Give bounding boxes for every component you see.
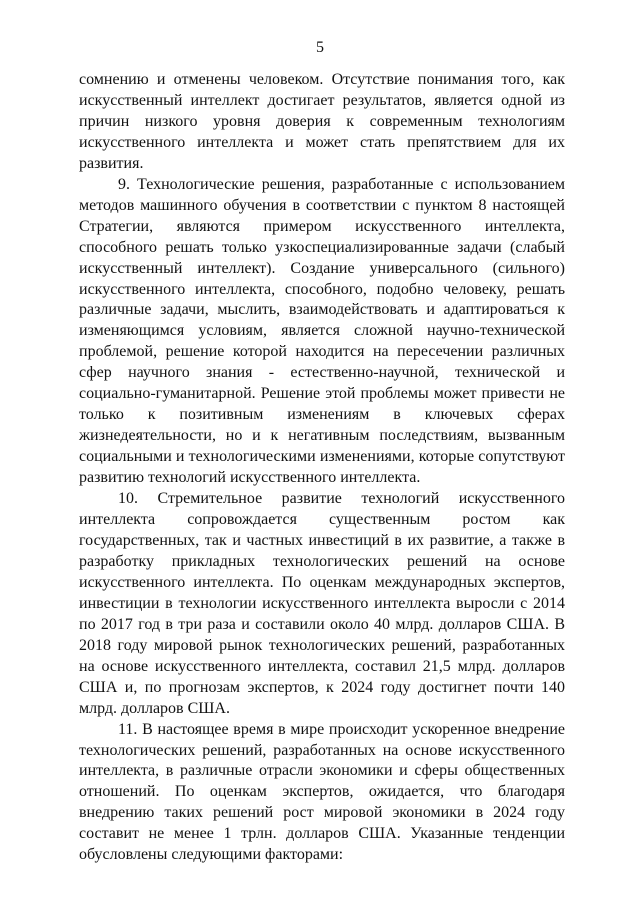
page-number: 5	[316, 39, 324, 56]
paragraph-item-9: 9. Технологические решения, разработанные с использованием методов машинного обучения в соответствии с пунктом 8 настоящей Стратегии, являются примером искусственного интеллекта, способного решать только узкоспециализированные задачи (слабый искусственный интеллект). Создание универсального (сильного) искусственного интеллекта, способного, подобно человеку, решать различные задачи, мыслить, взаимодействовать и адаптироваться к изменяющимся условиям, является сложной научно-технической проблемой, решение которой находится на пересечении различных сфер научного знания - естественно-научной, технической и социально-гуманитарной. Решение этой проблемы может привести не только к позитивным изменениям в ключевых сферах жизнедеятельности, но и к негативным последствиям, вызванным социальными и технологическими изменениями, которые сопутствуют развитию технологий искусственного интеллекта.	[79, 175, 565, 487]
paragraph-item-11: 11. В настоящее время в мире происходит ускоренное внедрение технологических решений, разработанных на основе искусственного интеллекта, в различные отрасли экономики и сферы общественных отношений. По оценкам экспертов, ожидается, что благодаря внедрению таких решений рост мировой экономики в 2024 году составит не менее 1 трлн. долларов США. Указанные тенденции обусловлены следующими факторами:	[79, 720, 565, 864]
paragraph-item-10: 10. Стремительное развитие технологий искусственного интеллекта сопровождается существенным ростом как государственных, так и частных инвестиций в их развитие, а также в разработку прикладных технологических решений на основе искусственного интеллекта. По оценкам международных экспертов, инвестиции в технологии искусственного интеллекта выросли с 2014 по 2017 год в три раза и составили около 40 млрд. долларов США. В 2018 году мировой рынок технологических решений, разработанных на основе искусственного интеллекта, составил 21,5 млрд. долларов США и, по прогнозам экспертов, к 2024 году достигнет почти 140 млрд. долларов США.	[79, 490, 565, 717]
document-body	[79, 70, 565, 866]
paragraph-continuation: сомнению и отменены человеком. Отсутствие понимания того, как искусственный интеллект достигает результатов, является одной из причин низкого уровня доверия к современным технологиям искусственного интеллекта и может стать препятствием для их развития.	[79, 71, 565, 172]
